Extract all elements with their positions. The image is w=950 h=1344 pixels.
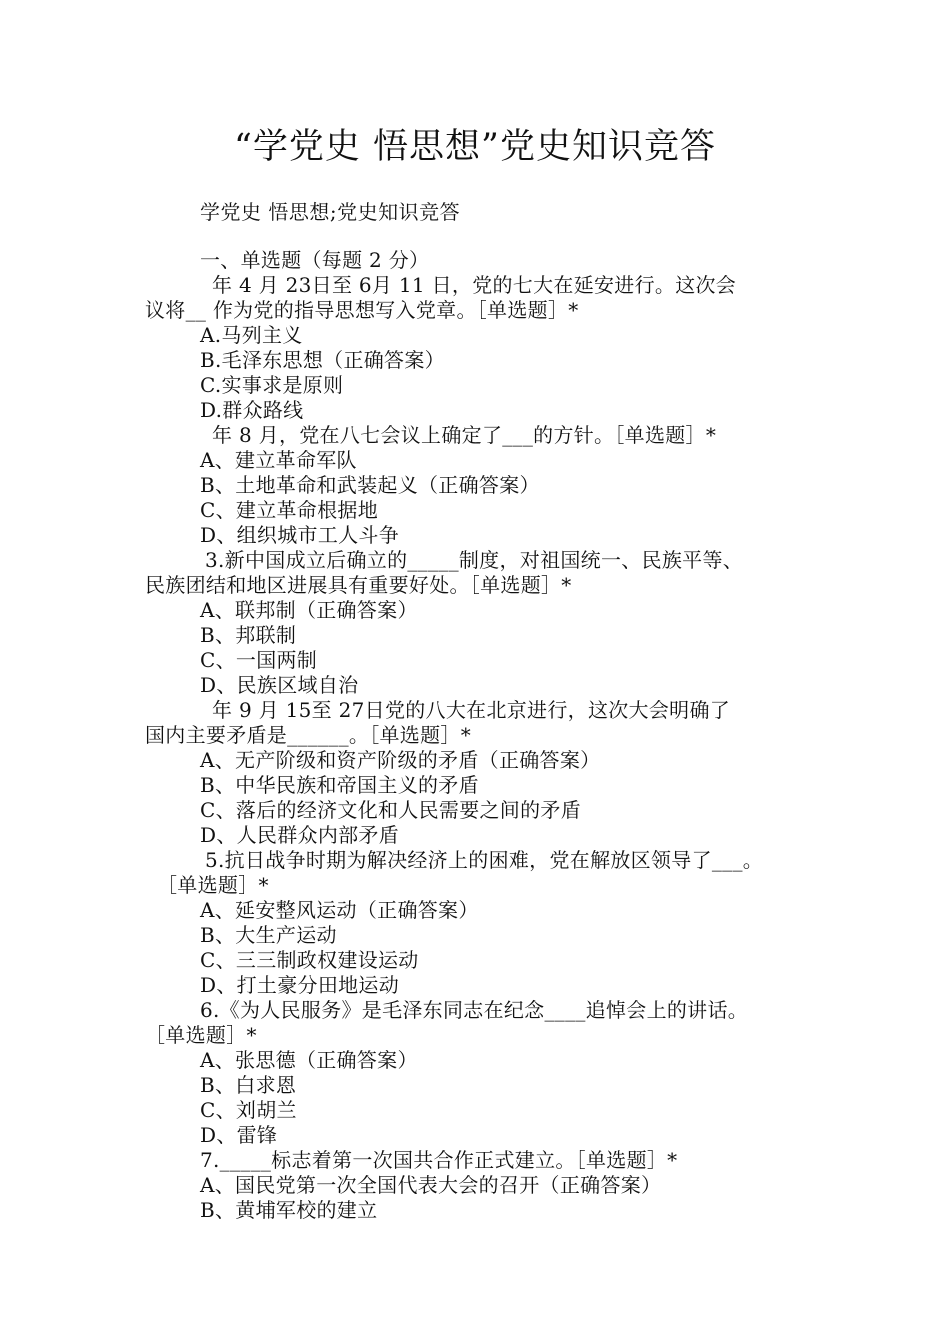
text-line: ［单选题］*	[157, 873, 269, 897]
text-line: D、民族区域自治	[200, 673, 359, 697]
text-line: C、建立革命根据地	[200, 498, 379, 522]
text-line: B、大生产运动	[200, 923, 337, 947]
text-line: ［单选题］*	[145, 1023, 257, 1047]
text-line: 议将__ 作为党的指导思想写入党章。［单选题］*	[145, 298, 579, 322]
text-line: A、国民党第一次全国代表大会的召开（正确答案）	[200, 1173, 662, 1197]
text-line: C、一国两制	[200, 648, 318, 672]
text-line: D、雷锋	[200, 1123, 278, 1147]
document-body	[145, 248, 815, 1223]
text-line: B、中华民族和帝国主义的矛盾	[200, 773, 479, 797]
text-line: A、延安整风运动（正确答案）	[200, 898, 479, 922]
text-line: C.实事求是原则	[200, 373, 344, 397]
text-line: 年 9 月 15至 27日党的八大在北京进行，这次大会明确了	[212, 698, 731, 722]
text-line: A.马列主义	[200, 323, 303, 347]
text-line: B、土地革命和武装起义（正确答案）	[200, 473, 540, 497]
text-line: D、组织城市工人斗争	[200, 523, 400, 547]
text-line: B.毛泽东思想（正确答案）	[200, 348, 445, 372]
text-line: 5.抗日战争时期为解决经济上的困难，党在解放区领导了___。	[205, 848, 764, 872]
text-line: D.群众路线	[200, 398, 304, 422]
text-line: A、无产阶级和资产阶级的矛盾（正确答案）	[200, 748, 601, 772]
text-line: A、建立革命军队	[200, 448, 357, 472]
text-line: 民族团结和地区进展具有重要好处。［单选题］*	[145, 573, 572, 597]
text-line: C、刘胡兰	[200, 1098, 297, 1122]
text-line: B、白求恩	[200, 1073, 297, 1097]
text-line: 国内主要矛盾是______。［单选题］*	[145, 723, 471, 747]
document-title: “学党史 悟思想”党史知识竞答	[234, 127, 716, 167]
text-line: D、打土豪分田地运动	[200, 973, 400, 997]
text-line: C、落后的经济文化和人民需要之间的矛盾	[200, 798, 582, 822]
text-line: B、黄埔军校的建立	[200, 1198, 378, 1222]
text-line: 3.新中国成立后确立的_____制度，对祖国统一、民族平等、	[205, 548, 744, 572]
text-line: A、联邦制（正确答案）	[200, 598, 418, 622]
text-line: 7._____标志着第一次国共合作正式建立。［单选题］*	[200, 1148, 678, 1172]
text-line: 一、单选题（每题 2 分）	[200, 248, 430, 272]
text-line: B、邦联制	[200, 623, 297, 647]
document-subtitle: 学党史 悟思想;党史知识竞答	[200, 200, 461, 224]
text-line: A、张思德（正确答案）	[200, 1048, 418, 1072]
text-line: 6.《为人民服务》是毛泽东同志在纪念____追悼会上的讲话。	[200, 998, 749, 1022]
text-line: D、人民群众内部矛盾	[200, 823, 400, 847]
text-line: 年 8 月，党在八七会议上确定了___的方针。［单选题］*	[212, 423, 717, 447]
text-line: C、三三制政权建设运动	[200, 948, 419, 972]
text-line: 年 4 月 23日至 6月 11 日，党的七大在延安进行。这次会	[212, 273, 737, 297]
